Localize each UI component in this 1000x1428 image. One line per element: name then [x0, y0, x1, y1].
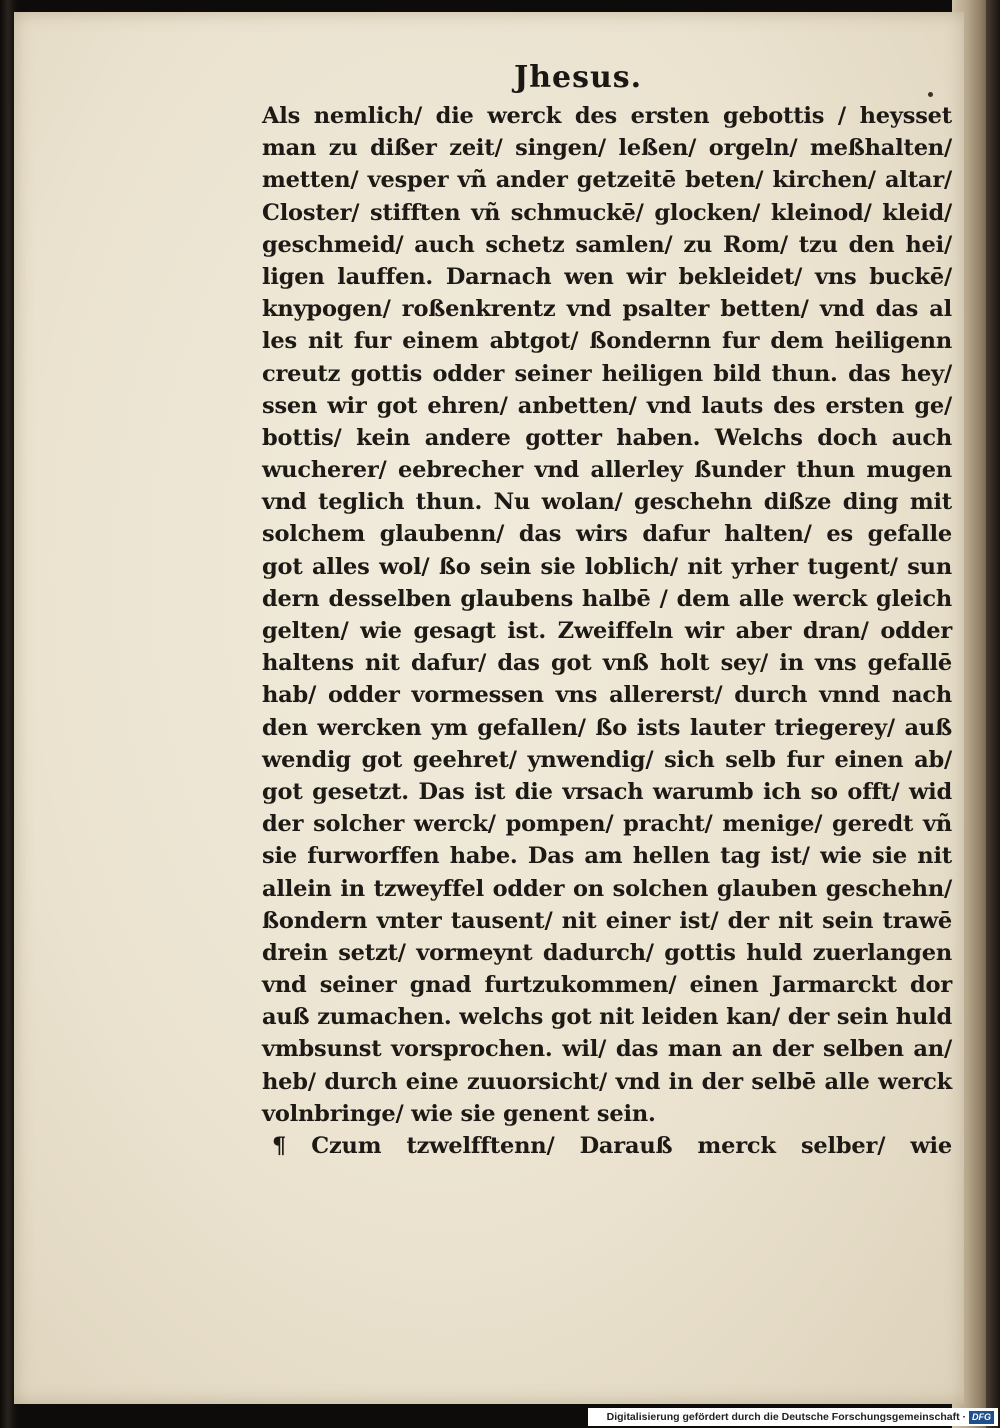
- text-line: vnd seiner gnad furtzukommen/ einen Jarmarckt dor: [262, 972, 952, 999]
- text-line: les nit fur einem abtgot/ ßondernn fur dem heiligenn: [262, 328, 952, 355]
- text-line: auß zumachen. welchs got nit leiden kan/ der sein huld: [262, 1004, 952, 1031]
- text-line: sie furworffen habe. Das am hellen tag ist/ wie sie nit: [262, 843, 952, 870]
- text-line: bottis/ kein andere gotter haben. Welchs doch auch: [262, 424, 952, 451]
- text-line: ssen wir got ehren/ anbetten/ vnd lauts des ersten ge/: [262, 392, 952, 419]
- running-header: Jhesus.: [514, 60, 643, 95]
- text-line: dern desselben glaubens halbē / dem alle werck gleich: [262, 585, 952, 612]
- text-line: vmbsunst vorsprochen. wil/ das man an der selben an/: [262, 1036, 952, 1063]
- text-line: metten/ vesper vñ ander getzeitē beten/ kirchen/ altar/: [262, 167, 952, 194]
- text-line: vnd teglich thun. Nu wolan/ geschehn dißze ding mit: [262, 489, 952, 516]
- text-line: hab/ odder vormessen vns allererst/ durch vnnd nach: [262, 682, 952, 709]
- text-line: man zu dißer zeit/ singen/ leßen/ orgeln/ meßhalten/: [262, 135, 952, 162]
- text-line: geschmeid/ auch schetz samlen/ zu Rom/ tzu den hei/: [262, 231, 952, 258]
- text-line: solchem glaubenn/ das wirs dafur halten/ es gefalle: [262, 521, 952, 548]
- text-line: knypogen/ roßenkrentz vnd psalter betten/ vnd das al: [262, 296, 952, 323]
- digitization-footer: [588, 1408, 998, 1426]
- text-line: got gesetzt. Das ist die vrsach warumb ich so offt/ wid: [262, 778, 952, 805]
- text-line: ßondern vnter tausent/ nit einer ist/ der nit sein trawē: [262, 907, 952, 934]
- text-line: got alles wol/ ßo sein sie loblich/ nit yrher tugent/ sun: [262, 553, 952, 580]
- ink-dot: [928, 92, 933, 97]
- text-line: wucherer/ eebrecher vnd allerley ßunder thun mugen: [262, 457, 952, 484]
- text-line: creutz gottis odder seiner heiligen bild thun. das hey/: [262, 360, 952, 387]
- text-line: drein setzt/ vormeynt dadurch/ gottis huld zuerlangen: [262, 939, 952, 966]
- text-line: allein in tzweyffel odder on solchen glauben geschehn/: [262, 875, 952, 902]
- text-line: Als nemlich/ die werck des ersten gebottis / heysset: [262, 103, 952, 129]
- text-line: ligen lauffen. Darnach wen wir bekleidet/ vns buckē/: [262, 263, 952, 290]
- text-line: gelten/ wie gesagt ist. Zweiffeln wir aber dran/ odder: [262, 618, 952, 644]
- dfg-logo-icon[interactable]: DFG: [969, 1411, 994, 1424]
- paragraph-start-line: ¶ Czum tzwelfftenn/ Darauß merck selber/ wie: [272, 1133, 952, 1159]
- text-line: der solcher werck/ pompen/ pracht/ menige/ geredt vñ: [262, 811, 952, 838]
- text-line: Closter/ stifften vñ schmuckē/ glocken/ kleinod/ kleid/: [262, 199, 952, 226]
- text-line: den wercken ym gefallen/ ßo ists lauter triegerey/ auß: [262, 714, 952, 741]
- page-edge-shadow: [986, 0, 1000, 1428]
- text-line: wendig got geehret/ ynwendig/ sich selb fur einen ab/: [262, 746, 952, 773]
- text-line: volnbringe/ wie sie genent sein.: [262, 1100, 656, 1127]
- footer-credit: Digitalisierung gefördert durch die Deutsche Forschungsgemeinschaft ·: [606, 1411, 966, 1423]
- text-line: haltens nit dafur/ das got vnß holt sey/ in vns gefallē: [262, 650, 952, 677]
- text-line: heb/ durch eine zuuorsicht/ vnd in der selbē alle werck: [262, 1068, 952, 1095]
- body-text: [262, 100, 952, 1162]
